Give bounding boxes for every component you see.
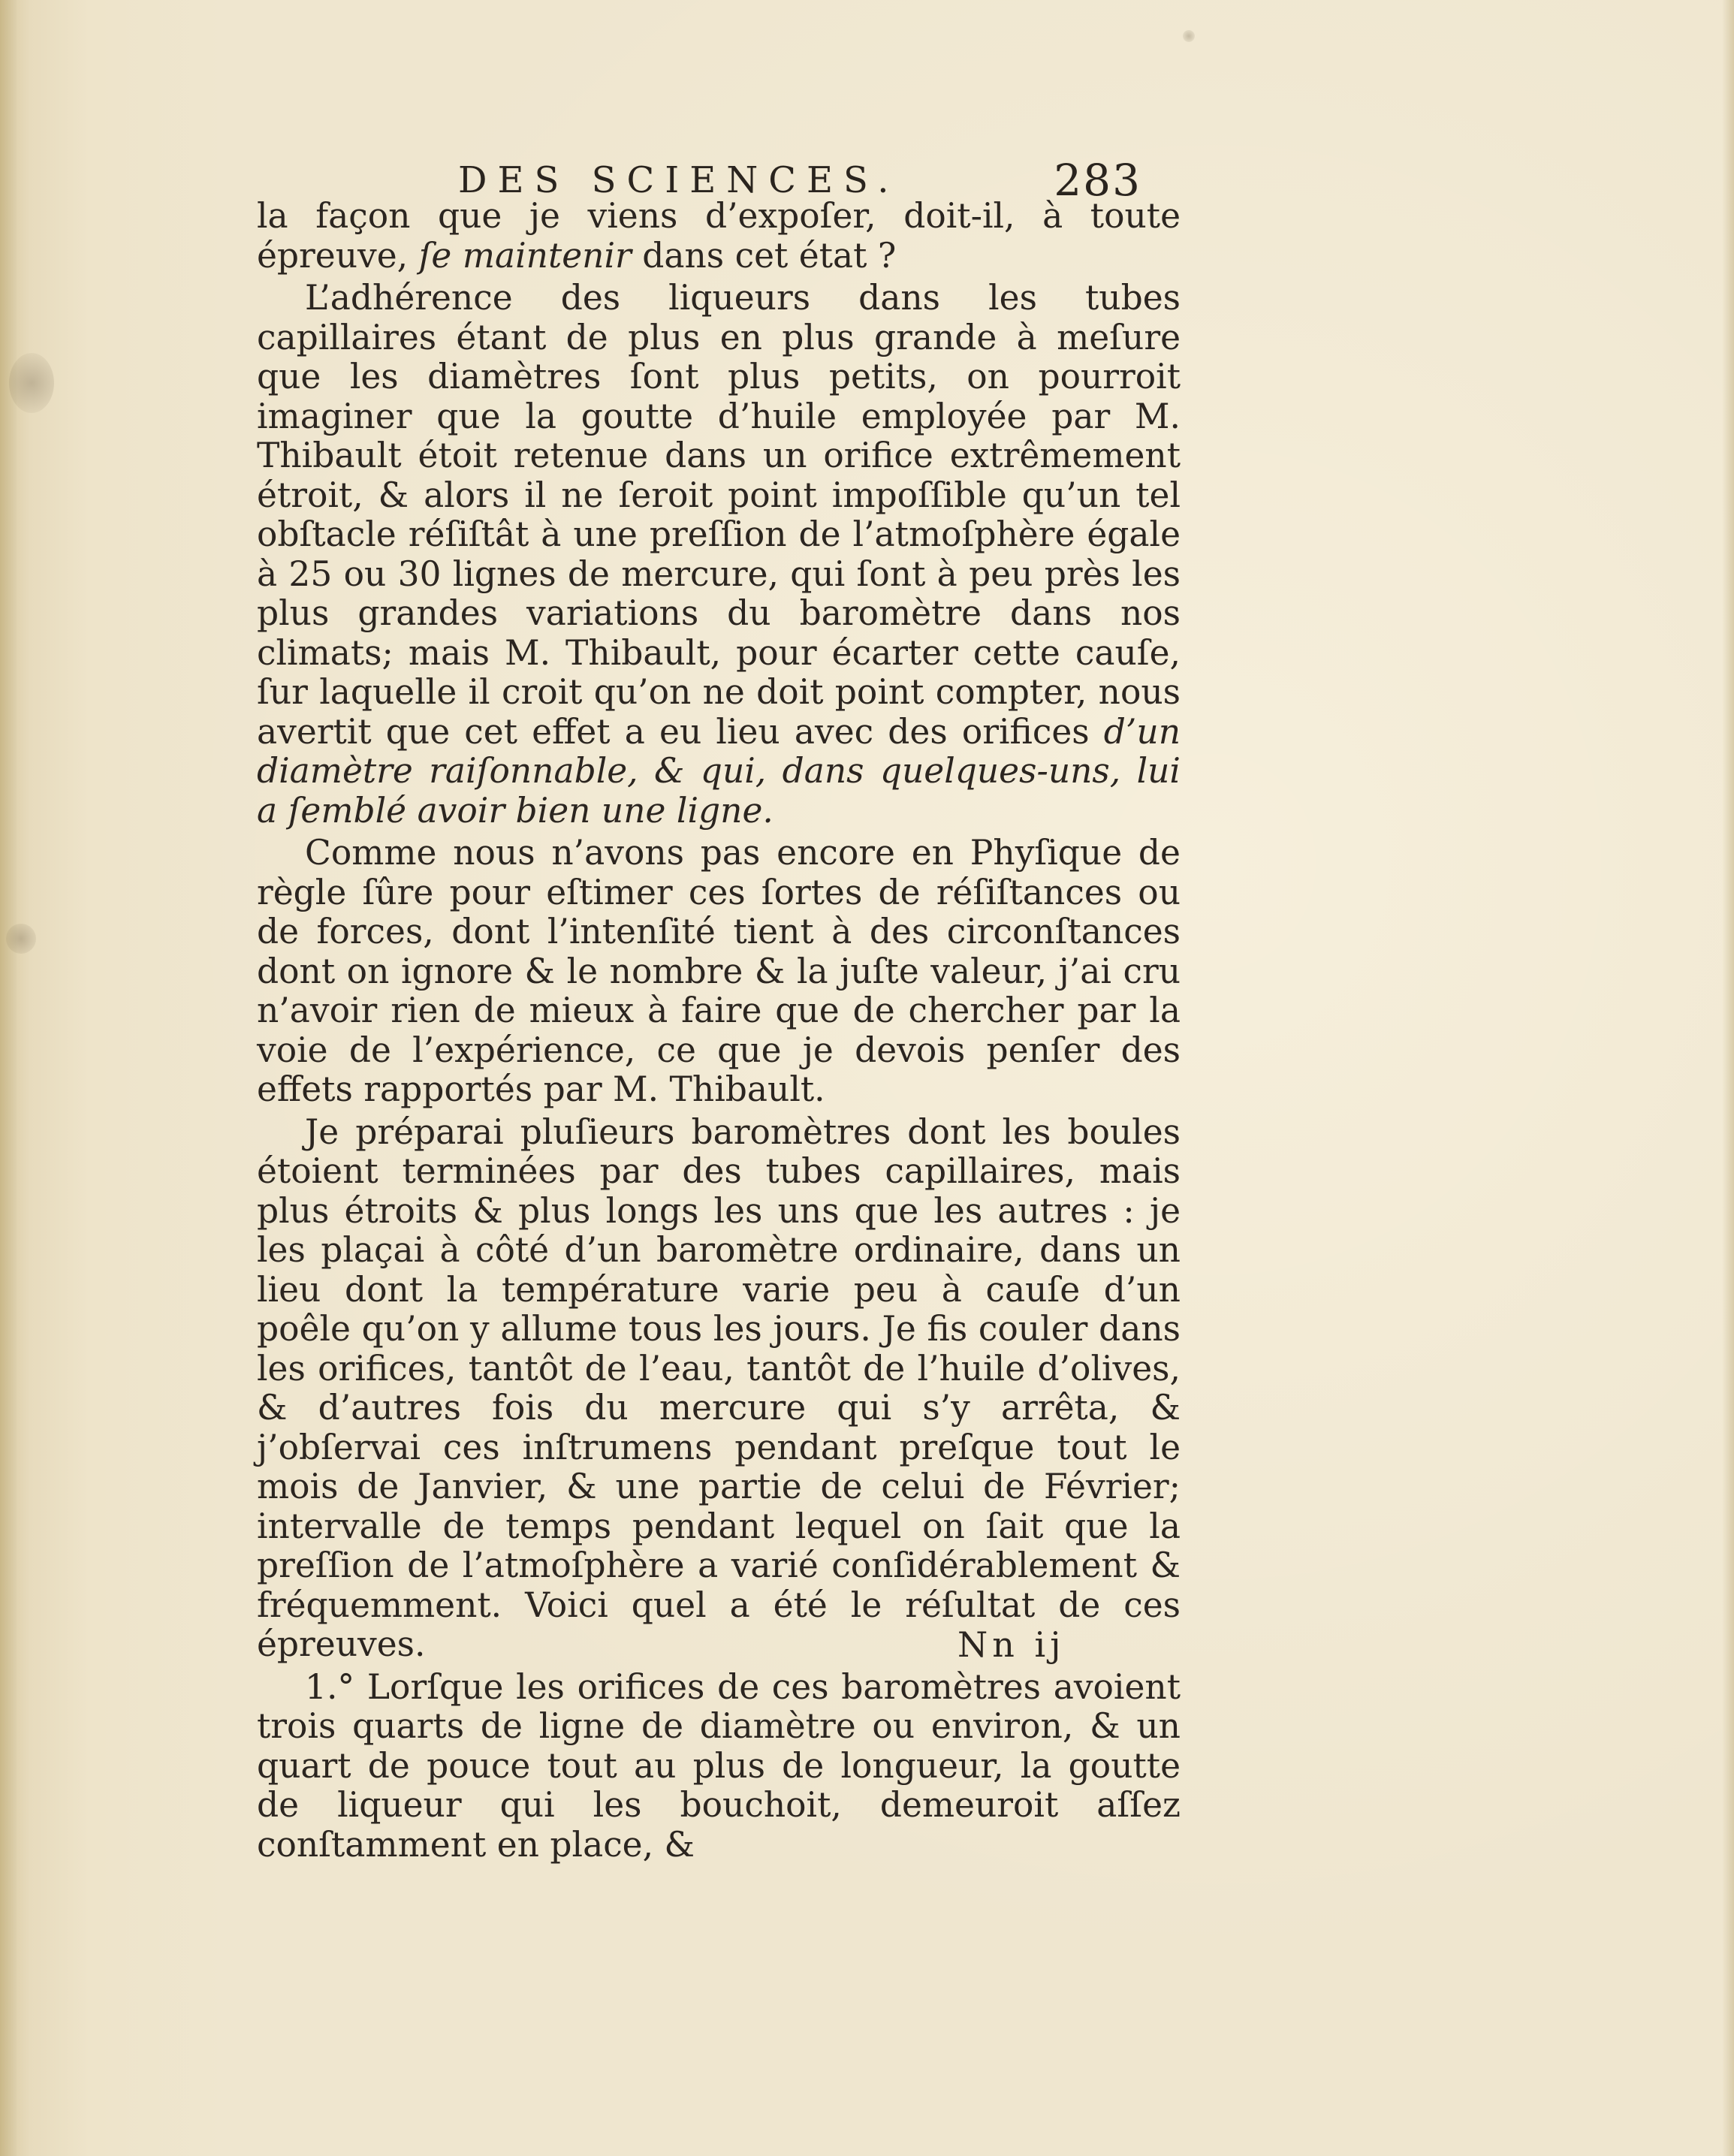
paragraph bbox=[257, 197, 1181, 276]
text-segment: la façon que je viens d’expoſer, doit-il, à toute épreuve, bbox=[257, 196, 1181, 276]
text-segment: L’adhérence des liqueurs dans les tubes capillaires étant de plus en plus grande à meſure que les diamètres ſont plus petits, on pourroit imaginer que la goutte d’huile employée par M. Thibault étoit retenue dans un orifice extrêmement étroit, & alors il ne ſeroit point impoſſible qu’un tel obſtacle réſiſtât à une preſſion de l’atmoſphère égale à 25 ou 30 lignes de mercure, qui ſont à peu près les plus grandes variations du baromètre dans nos climats; mais M. Thibault, pour écarter cette cauſe, ſur laquelle il croit qu’on ne doit point compter, nous avertit que cet effet a eu lieu avec des orifices bbox=[257, 278, 1181, 752]
paragraph bbox=[257, 279, 1181, 831]
italic-text: ſe maintenir bbox=[418, 235, 632, 276]
paragraph bbox=[257, 1668, 1181, 1865]
text-segment: Comme nous n’avons pas encore en Phyſique de règle ſûre pour eſtimer ces ſortes de réſiſtances ou de forces, dont l’intenſité tient à des circonſtances dont on ignore & le nombre & la juſte valeur, j’ai cru n’avoir rien de mieux à faire que de chercher par la voie de l’expérience, ce que je devois penſer des effets rapportés par M. Thibault. bbox=[257, 833, 1181, 1109]
paper-stain bbox=[1183, 30, 1195, 42]
paragraph bbox=[257, 1113, 1181, 1665]
paper-stain bbox=[9, 353, 54, 413]
paper-stain bbox=[6, 924, 36, 954]
body-text bbox=[257, 197, 1181, 1868]
text-segment: dans cet état ? bbox=[631, 235, 897, 276]
text-segment: Je préparai pluſieurs baromètres dont les boules étoient terminées par des tubes capillaires, mais plus étroits & plus longs les uns que les autres : je les plaçai à côté d’un baromètre ordinaire, dans un lieu dont la température varie peu à cauſe d’un poêle qu’on y allume tous les jours. Je fis couler dans les orifices, tantôt de l’eau, tantôt de l’huile d’olives, & d’autres fois du mercure qui s’y arrêta, & j’obſervai ces inſtrumens pendant preſque tout le mois de Janvier, & une partie de celui de Février; intervalle de temps pendant lequel on ſait que la preſſion de l’atmoſphère a varié conſidérablement & fréquemment. Voici quel a été le réſultat de ces épreuves. bbox=[257, 1111, 1181, 1664]
running-head: DES SCIENCES. bbox=[458, 159, 900, 201]
text-segment: 1.° Lorſque les orifices de ces baromètres avoient trois quarts de ligne de diamètre ou environ, & un quart de pouce tout au plus de longueur, la goutte de liqueur qui les bouchoit, demeuroit aſſez conſtamment en place, & bbox=[257, 1666, 1181, 1865]
page-number: 283 bbox=[1054, 155, 1141, 206]
italic-text: d’un diamètre raiſonnable, & qui, dans quelques-uns, lui a ſemblé avoir bien une ligne. bbox=[257, 711, 1181, 831]
paragraph bbox=[257, 834, 1181, 1110]
signature-mark: Nn ij bbox=[957, 1624, 1066, 1665]
